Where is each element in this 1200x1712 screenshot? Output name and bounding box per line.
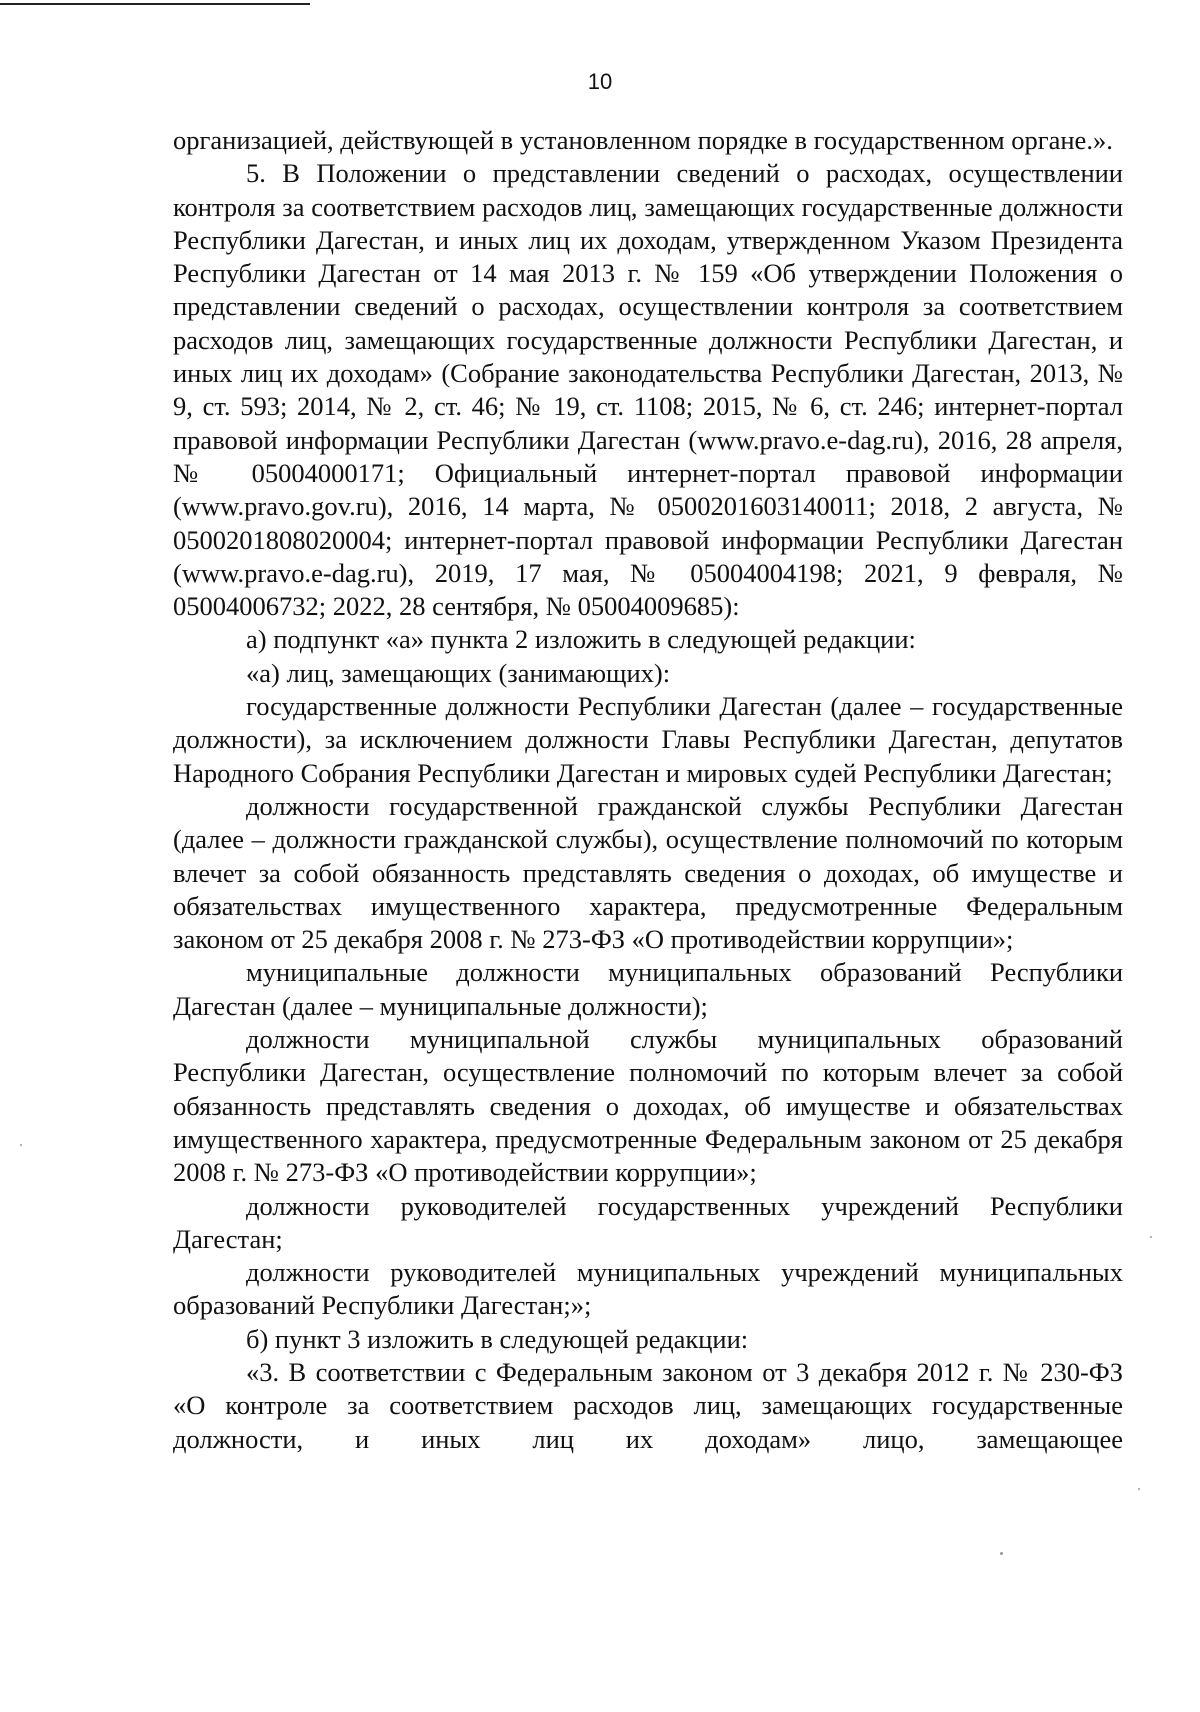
paragraph-subitem-a-intro: а) подпункт «а» пункта 2 изложить в следующей редакции: (246, 624, 916, 655)
paragraph-continuation: организацией, действующей в установленном порядке в государственном органе.». (173, 125, 1113, 155)
paragraph-item-5: 5. В Положении о представлении сведений о расходах, осуществлении контроля за соответствием расходов лиц, замещающих государственные должности Республики Дагестан, и иных лиц их доходам, утвержденном Указом Президента Республики Дагестан от 14 мая 2013 г. № 159 «Об утверждении Положения о представлении сведений о расходах, осуществлении контроля за соответствием расходов лиц, замещающих государственные должности Республики Дагестан, и иных лиц их доходам» (Собрание законодательства Республики Дагестан, 2013, № 9, ст. 593; 2014, № 2, ст. 46; № 19, ст. 1108; 2015, № 6, ст. 246; интернет-портал правовой информации Республики Дагестан (www.pravo.e-dag.ru), 2016, 28 апреля, № 05004000171; Официальный интернет-портал правовой информации (www.pravo.gov.ru), 2016, 14 марта, № 0500201603140011; 2018, 2 августа, № 0500201808020004; интернет-портал правовой информации Республики Дагестан (www.pravo.e-dag.ru), 2019, 17 мая, № 05004004198; 2021, 9 февраля, № 05004006732; 2022, 28 сентября, № 05004009685): (173, 158, 1123, 622)
paragraph-item-3-text: «3. В соответствии с Федеральным законом от 3 декабря 2012 г. № 230-ФЗ «О контроле за соответствием расходов лиц, замещающих государственные должности, и иных лиц их доходам» лицо, замещающее (173, 1356, 1123, 1454)
paragraph-state-positions: государственные должности Республики Дагестан (далее – государственные должности), за исключением должности Главы Республики Дагестан, депутатов Народного Собрания Республики Дагестан и мировых судей Республики Дагестан; (173, 691, 1123, 788)
document-body (173, 124, 1123, 1456)
paragraph-subitem-a-text: «а) лиц, замещающих (занимающих): (246, 657, 671, 688)
scan-speck (20, 1144, 22, 1146)
paragraph-state-institution-heads: должности руководителей государственных учреждений Республики Дагестан; (173, 1190, 1123, 1254)
paragraph-municipal-service-positions: должности муниципальной службы муниципальных образований Республики Дагестан, осуществление полномочий по которым влечет за собой обязанность представлять сведения о доходах, об имуществе и обязательствах имущественного характера, предусмотренные Федеральным законом от 25 декабря 2008 г. № 273-ФЗ «О противодействии коррупции»; (173, 1024, 1123, 1188)
scan-speck (1150, 1236, 1152, 1238)
paragraph-municipal-positions: муниципальные должности муниципальных образований Республики Дагестан (далее – муниципальные должности); (173, 957, 1123, 1021)
page-number: 10 (587, 69, 613, 94)
paragraph-municipal-institution-heads: должности руководителей муниципальных учреждений муниципальных образований Республики Дагестан;»; (173, 1257, 1123, 1321)
top-edge-rule (0, 3, 310, 5)
paragraph-subitem-b-intro: б) пункт 3 изложить в следующей редакции: (246, 1323, 749, 1354)
scan-speck (1138, 1488, 1140, 1490)
scan-speck (1000, 1552, 1003, 1555)
paragraph-civil-service-positions: должности государственной гражданской службы Республики Дагестан (далее – должности гражданской службы), осуществление полномочий по которым влечет за собой обязанность представлять сведения о доходах, об имуществе и обязательствах имущественного характера, предусмотренные Федеральным законом от 25 декабря 2008 г. № 273-ФЗ «О противодействии коррупции»; (173, 790, 1123, 955)
